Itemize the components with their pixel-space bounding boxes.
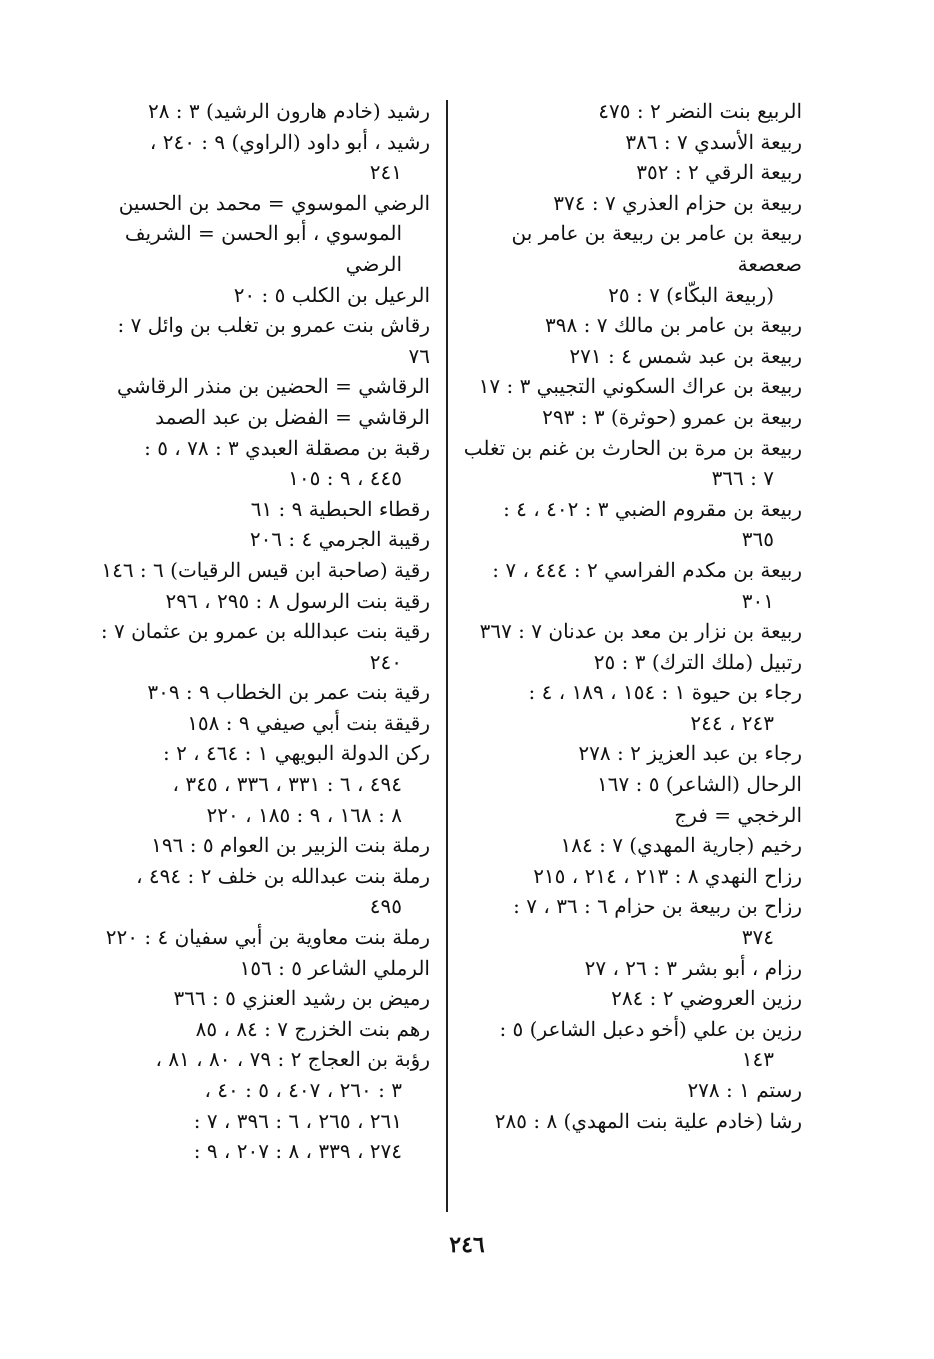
index-entry: [92, 738, 430, 830]
entry-continuation: الرضي: [345, 251, 402, 276]
entry-continuation: ٢٤٠: [369, 649, 402, 674]
index-entry: [462, 953, 802, 984]
entry-continuation: ٤٤٥ ، ٩ : ١٠٥: [288, 466, 402, 491]
entry-text: رقبة بن مصقلة العبدي ٣ : ٧٨ ، ٥ :: [144, 435, 430, 460]
entry-text: رملة بنت الزبير بن العوام ٥ : ١٩٦: [151, 833, 430, 858]
entry-text: رقية بنت الرسول ٨ : ٢٩٥ ، ٢٩٦: [165, 588, 430, 613]
entry-text: رشيد (خادم هارون الرشيد) ٣ : ٢٨: [147, 99, 430, 123]
index-entry: [92, 861, 430, 922]
index-entry: [92, 280, 430, 311]
entry-text: رقية بنت عمر بن الخطاب ٩ : ٣٠٩: [147, 680, 430, 705]
entry-continuation: ٧ : ٣٦٦: [711, 466, 774, 491]
entry-text: ربيعة بن مرة بن الحارث بن غنم بن تغلب: [463, 435, 802, 460]
index-entry: [92, 127, 430, 188]
entry-text: رؤبة بن العجاج ٢ : ٧٩ ، ٨٠ ، ٨١ ،: [155, 1047, 430, 1072]
entry-text: رملة بنت معاوية بن أبي سفيان ٤ : ٢٢٠: [105, 925, 430, 950]
index-entry: [462, 769, 802, 800]
entry-text: رزين بن علي (أخو دعبل الشاعر) ٥ :: [499, 1016, 802, 1041]
entry-text: رتبيل (ملك الترك) ٣ : ٢٥: [593, 649, 802, 674]
entry-text: الرحال (الشاعر) ٥ : ١٦٧: [597, 772, 802, 797]
index-entry: [92, 310, 430, 371]
index-entry: [462, 647, 802, 678]
index-entry: [462, 555, 802, 616]
entry-continuation: ٤٩٥: [369, 894, 402, 919]
entry-text: رقطاء الحبطية ٩ : ٦١: [250, 496, 430, 521]
entry-continuation: ٣٠١: [741, 588, 774, 613]
index-entry: [92, 677, 430, 708]
entry-continuation: ٣٧٤: [741, 925, 774, 950]
index-entry: [92, 953, 430, 984]
index-entry: [462, 861, 802, 892]
entry-text: الرملي الشاعر ٥ : ١٥٦: [239, 955, 430, 980]
entry-continuation: ٢٤١: [369, 160, 402, 185]
index-entry: [92, 433, 430, 494]
index-entry: [462, 218, 802, 310]
index-entry: [462, 800, 802, 831]
entry-text: رجاء بن حيوة ١ : ١٥٤ ، ١٨٩ ، ٤ :: [528, 680, 802, 705]
entry-text: ركن الدولة البويهي ١ : ٤٦٤ ، ٢ :: [162, 741, 430, 766]
index-entry: [92, 983, 430, 1014]
entry-text: رقيبة الجرمي ٤ : ٢٠٦: [249, 527, 430, 552]
entry-text: ربيعة بن عامر بن مالك ٧ : ٣٩٨: [545, 313, 802, 338]
index-entry: [462, 677, 802, 738]
index-entry: [462, 494, 802, 555]
entry-continuation: ٤٩٤ ، ٦ : ٣٣١ ، ٣٣٦ ، ٣٤٥ ،: [172, 772, 402, 797]
entry-text: ربيعة بن عمرو (حوثرة) ٣ : ٢٩٣: [542, 404, 802, 429]
index-entry: [92, 188, 430, 280]
index-entry: [462, 157, 802, 188]
entry-text: ربيعة الأسدي ٧ : ٣٨٦: [625, 129, 802, 154]
index-entry: [462, 433, 802, 494]
entry-text: رقية (صاحبة ابن قيس الرقيات) ٦ : ١٤٦: [101, 557, 430, 582]
entry-text: رميض بن رشيد العنزي ٥ : ٣٦٦: [173, 986, 430, 1011]
entry-continuation: ٢٦١ ، ٢٦٥ ، ٦ : ٣٩٦ ، ٧ :: [193, 1108, 402, 1133]
entry-text: رشا (خادم علية بنت المهدي) ٨ : ٢٨٥: [494, 1108, 802, 1133]
entry-text: ربيعة بن حزام العذري ٧ : ٣٧٤: [553, 190, 802, 215]
entry-text: رزاح النهدي ٨ : ٢١٣ ، ٢١٤ ، ٢١٥: [533, 863, 802, 888]
index-entry: [462, 310, 802, 341]
column-divider: [446, 100, 448, 1212]
index-entry: [92, 922, 430, 953]
index-entry: [462, 983, 802, 1014]
index-entry: [462, 402, 802, 433]
index-entry: [92, 1014, 430, 1045]
entry-text: ربيعة بن نزار بن معد بن عدنان ٧ : ٣٦٧: [479, 619, 802, 644]
entry-text: الرخجي = فرج: [674, 802, 802, 827]
entry-text: رزاح بن ربيعة بن حزام ٦ : ٣٦ ، ٧ :: [513, 894, 802, 919]
entry-text: رزين العروضي ٢ : ٢٨٤: [611, 986, 802, 1011]
entry-text: رملة بنت عبدالله بن خلف ٢ : ٤٩٤ ،: [136, 863, 430, 888]
index-entry: [92, 96, 430, 127]
entry-continuation: ٢٤٣ ، ٢٤٤: [690, 710, 774, 735]
index-entry: [92, 555, 430, 586]
entry-continuation: الموسوي ، أبو الحسن = الشريف: [124, 221, 402, 246]
entry-text: رجاء بن عبد العزيز ٢ : ٢٧٨: [578, 741, 802, 766]
index-column-right: [462, 96, 802, 1136]
index-entry: [92, 524, 430, 555]
index-entry: [92, 371, 430, 402]
index-entry: [462, 127, 802, 158]
index-entry: [462, 188, 802, 219]
entry-text: ربيعة الرقي ٢ : ٣٥٢: [636, 160, 802, 185]
index-entry: [92, 494, 430, 525]
entry-continuation: ٣ : ٢٦٠ ، ٤٠٧ ، ٥ : ٤٠ ،: [204, 1078, 402, 1102]
entry-text: ربيعة بن مكدم الفراسي ٢ : ٤٤٤ ، ٧ :: [492, 557, 802, 582]
entry-text: الرقاشي = الحضين بن منذر الرقاشي: [117, 374, 430, 399]
entry-text: الرعيل بن الكلب ٥ : ٢٠: [233, 282, 430, 307]
index-entry: [92, 616, 430, 677]
entry-continuation: ١٤٣: [741, 1047, 774, 1072]
index-column-left: [92, 96, 430, 1167]
entry-continuation: ٣٦٥: [741, 527, 774, 552]
index-entry: [92, 830, 430, 861]
entry-continuation: (ربيعة البكّاء) ٧ : ٢٥: [608, 282, 774, 307]
index-entry: [462, 341, 802, 372]
entry-text: رقية بنت عبدالله بن عمرو بن عثمان ٧ :: [100, 619, 430, 644]
index-entry: [462, 1014, 802, 1075]
entry-text: ربيعة بن عامر بن ربيعة بن عامر بن صعصعة: [511, 221, 802, 276]
index-entry: [462, 96, 802, 127]
entry-text: رهم بنت الخزرج ٧ : ٨٤ ، ٨٥: [195, 1016, 430, 1041]
entry-text: الرقاشي = الفضل بن عبد الصمد: [155, 404, 430, 429]
index-entry: [462, 1075, 802, 1106]
index-entry: [462, 1106, 802, 1137]
entry-text: رشيد ، أبو داود (الراوي) ٩ : ٢٤٠ ،: [149, 129, 430, 154]
index-entry: [92, 402, 430, 433]
entry-text: رقاش بنت عمرو بن تغلب بن وائل ٧ : ٧٦: [117, 313, 430, 368]
index-entry: [462, 371, 802, 402]
entry-text: ربيعة بن عبد شمس ٤ : ٢٧١: [569, 343, 802, 368]
index-entry: [92, 708, 430, 739]
index-entry: [92, 1044, 430, 1166]
entry-continuation: ٢٧٤ ، ٣٣٩ ، ٨ : ٢٠٧ ، ٩ :: [193, 1139, 402, 1164]
entry-text: الربيع بنت النضر ٢ : ٤٧٥: [598, 99, 802, 123]
entry-text: رقيقة بنت أبي صيفي ٩ : ١٥٨: [187, 710, 430, 735]
entry-continuation: ٨ : ١٦٨ ، ٩ : ١٨٥ ، ٢٢٠: [206, 802, 402, 827]
index-entry: [92, 586, 430, 617]
index-entry: [462, 738, 802, 769]
entry-text: رزام ، أبو بشر ٣ : ٢٦ ، ٢٧: [584, 955, 802, 980]
page-number: ٢٤٦: [449, 1232, 485, 1258]
index-entry: [462, 616, 802, 647]
entry-text: الرضي الموسوي = محمد بن الحسين: [118, 190, 430, 215]
index-entry: [462, 830, 802, 861]
entry-text: رستم ١ : ٢٧٨: [687, 1078, 802, 1102]
entry-text: ربيعة بن عراك السكوني التجيبي ٣ : ١٧: [478, 374, 802, 399]
entry-text: ربيعة بن مقروم الضبي ٣ : ٤٠٢ ، ٤ :: [503, 496, 802, 521]
index-entry: [462, 891, 802, 952]
entry-text: رخيم (جارية المهدي) ٧ : ١٨٤: [560, 833, 802, 858]
